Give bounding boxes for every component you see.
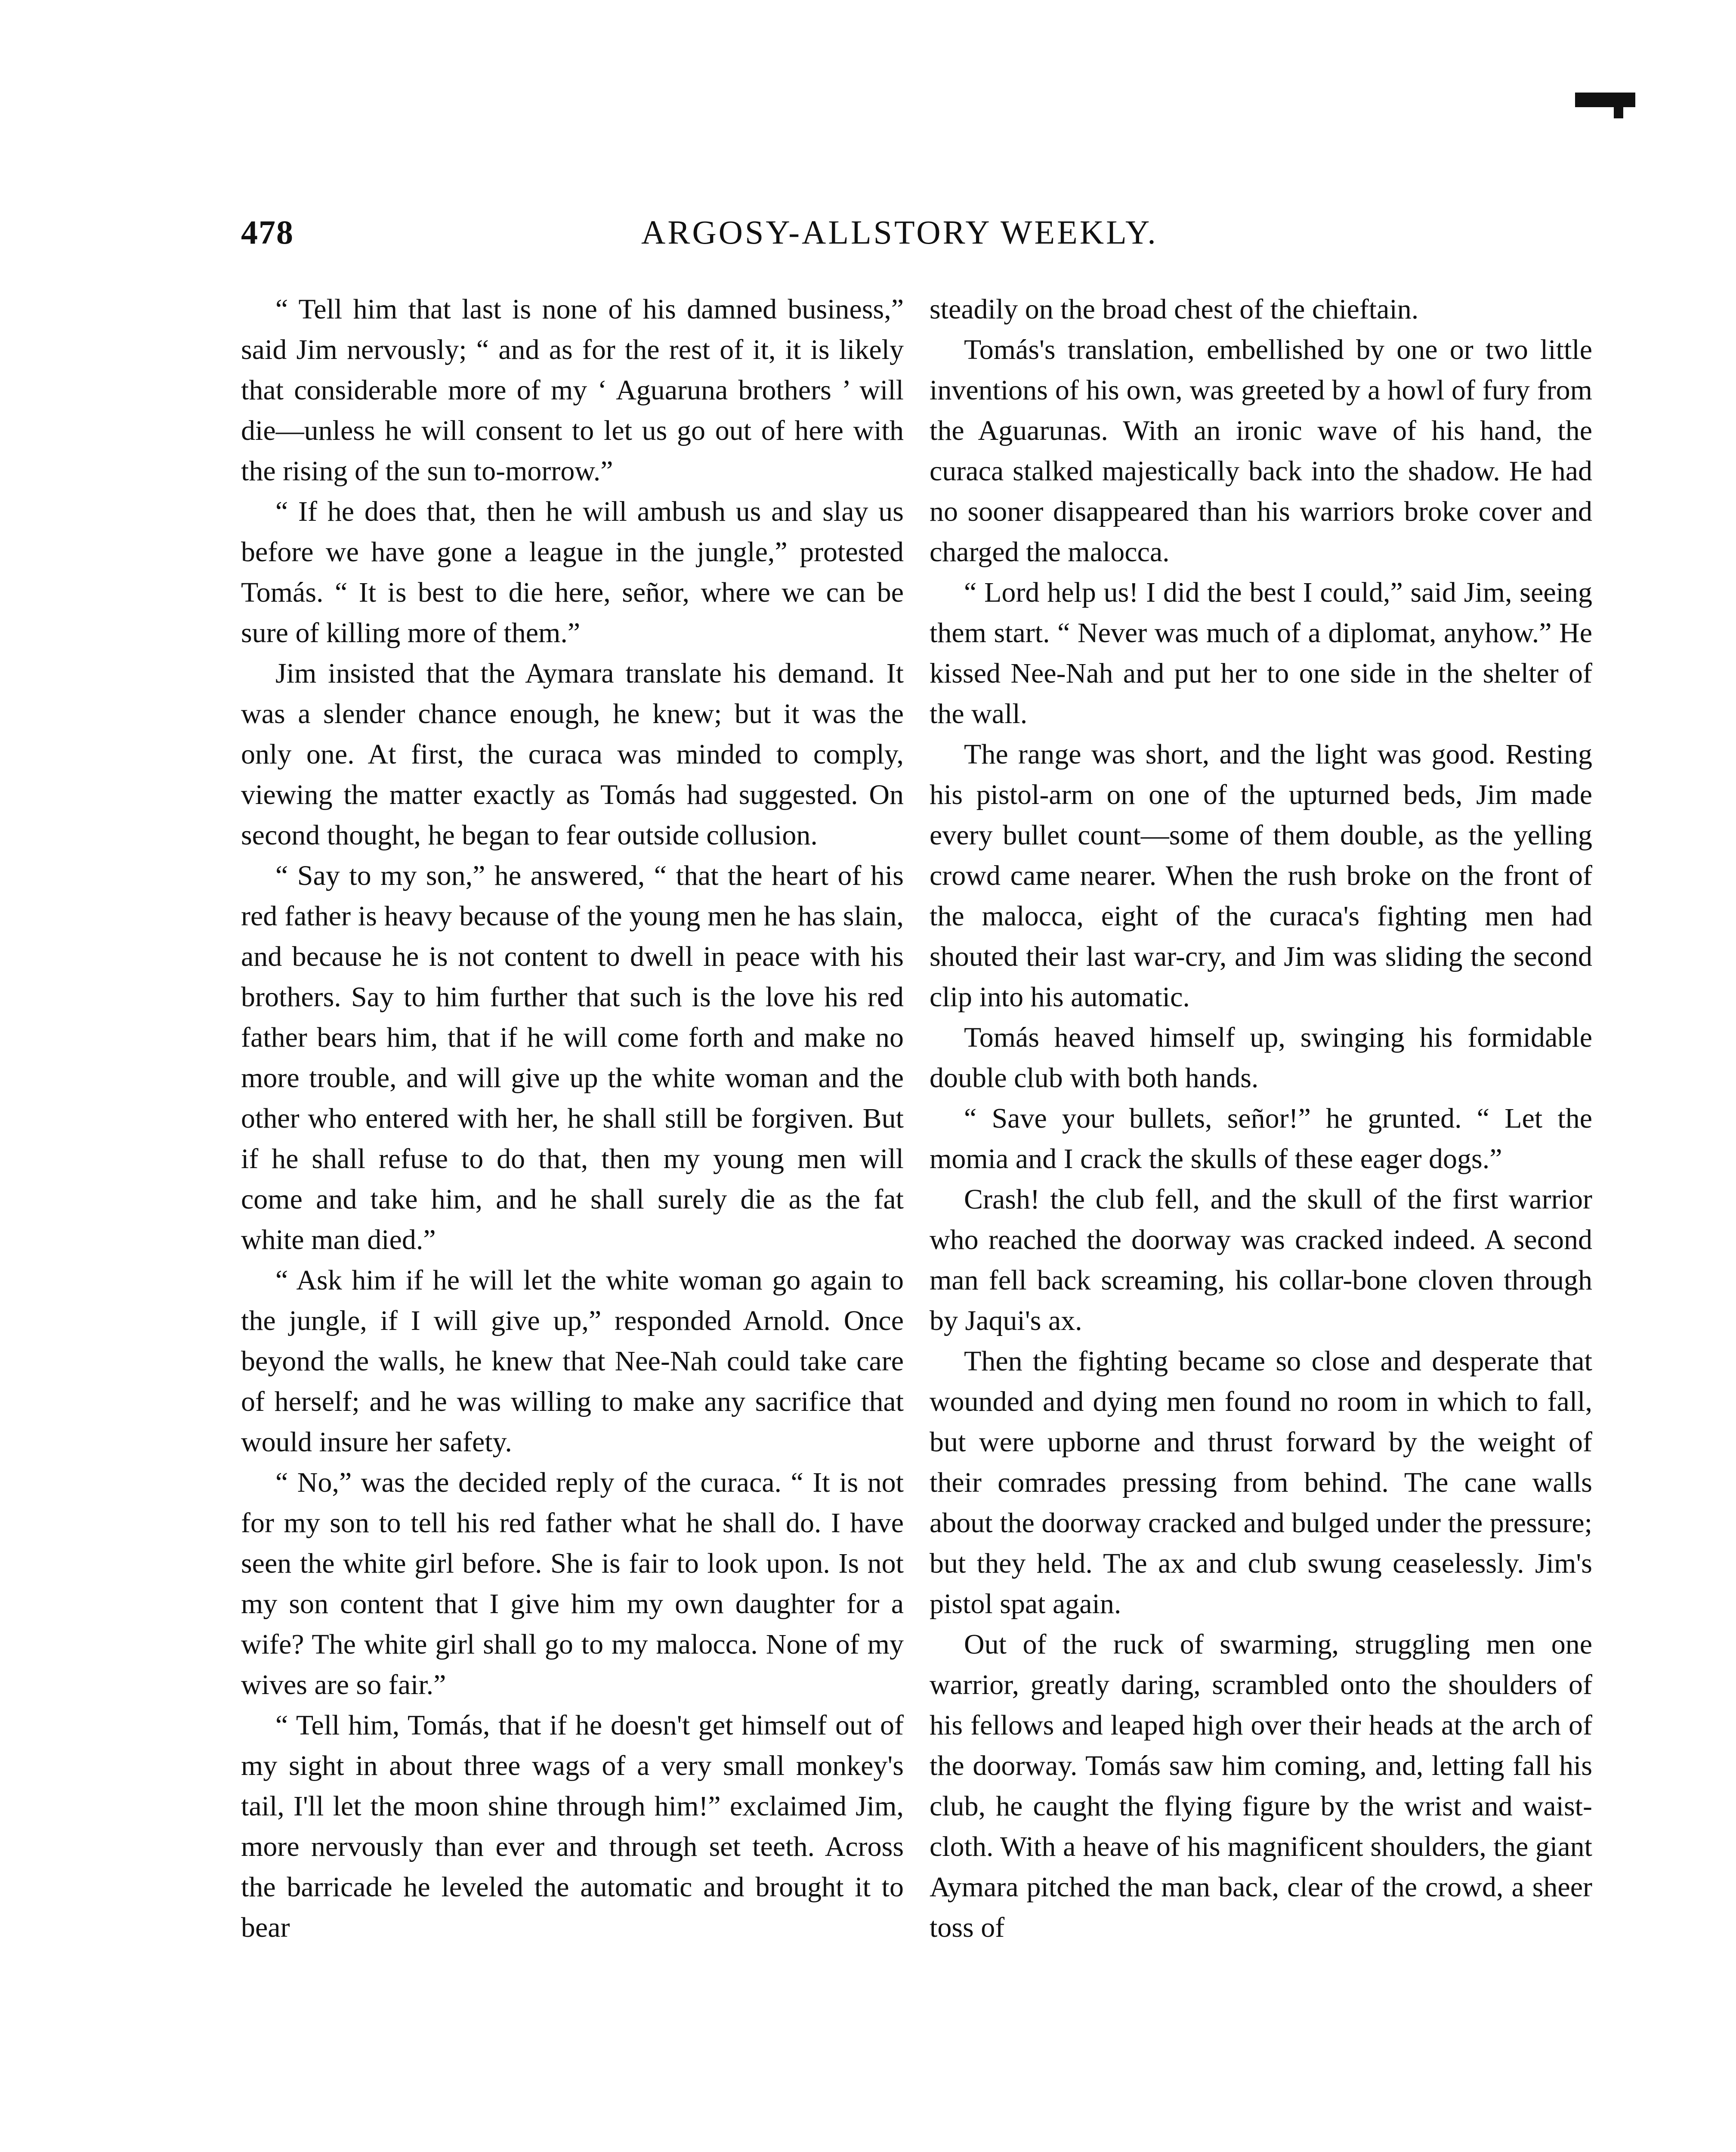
paragraph: Crash! the club fell, and the skull of the first warrior who reached the doorway was cracked indeed. A second man fell back screaming, his collar-bone cloven through by Jaqui's ax. [930, 1184, 1592, 1336]
page-number: 478 [241, 213, 294, 251]
paragraph: Tomás heaved himself up, swinging his formidable double club with both hands. [930, 1022, 1592, 1094]
paragraph: Tomás's translation, embellished by one or two little inventions of his own, was greeted by a howl of fury from the Aguarunas. With an ironic wave of his hand, the curaca stalked majestically back into the shadow. He had no sooner disappeared than his warriors broke cover and charged the malocca. [930, 334, 1592, 568]
left-column [241, 289, 904, 1948]
paragraph: “ Tell him that last is none of his damned business,” said Jim nervously; “ and as for the rest of it, it is likely that considerable more of my ‘ Aguaruna brothers ’ will die—unless he will consent to let us go out of here with the rising of the sun to-morrow.” [241, 294, 904, 487]
paragraph: Jim insisted that the Aymara translate his demand. It was a slender chance enough, he knew; but it was the only one. At first, the curaca was minded to comply, viewing the matter exactly as Tomás had suggested. On second thought, he began to fear outside collusion. [241, 658, 904, 851]
paragraph: “ No,” was the decided reply of the curaca. “ It is not for my son to tell his red father what he shall do. I have seen the white girl before. She is fair to look upon. Is not my son content that I give him my own daughter for a wife? The white girl shall go to my malocca. None of my wives are so fair.” [241, 1467, 904, 1701]
right-column [930, 289, 1592, 1948]
paragraph: “ Say to my son,” he answered, “ that the heart of his red father is heavy because of the young men he has slain, and because he is not content to dwell in peace with his brothers. Say to him further that such is the love his red father bears him, that if he will come forth and make no more trouble, and will give up the white woman and the other who entered with her, he shall still be forgiven. But if he shall refuse to do that, then my young men will come and take him, and he shall surely die as the fat white man died.” [241, 860, 904, 1255]
paragraph: “ Tell him, Tomás, that if he doesn't get himself out of my sight in about three wags of a very small monkey's tail, I'll let the moon shine through him!” exclaimed Jim, more nervously than ever and through set teeth. Across the barricade he leveled the automatic and brought it to bear [241, 1710, 904, 1943]
corner-ink-mark [1575, 93, 1635, 107]
paragraph: “ If he does that, then he will ambush us and slay us before we have gone a league in the jungle,” protested Tomás. “ It is best to die here, señor, where we can be sure of killing more of them.” [241, 496, 904, 649]
paragraph: “ Ask him if he will let the white woman go again to the jungle, if I will give up,” responded Arnold. Once beyond the walls, he knew that Nee-Nah could take care of herself; and he was willing to make any sacrifice that would insure her safety. [241, 1265, 904, 1458]
paragraph: “ Save your bullets, señor!” he grunted. “ Let the momia and I crack the skulls of these eager dogs.” [930, 1103, 1592, 1175]
paragraph: The range was short, and the light was good. Resting his pistol-arm on one of the upturned beds, Jim made every bullet count—some of them double, as the yelling crowd came nearer. When the rush broke on the front of the malocca, eight of the curaca's fighting men had shouted their last war-cry, and Jim was sliding the second clip into his automatic. [930, 739, 1592, 1013]
paragraph: Then the fighting became so close and desperate that wounded and dying men found no room in which to fall, but were upborne and thrust forward by the weight of their comrades pressing from behind. The cane walls about the doorway cracked and bulged under the pressure; but they held. The ax and club swung ceaselessly. Jim's pistol spat again. [930, 1345, 1592, 1620]
paragraph: “ Lord help us! I did the best I could,” said Jim, seeing them start. “ Never was much of a diplomat, anyhow.” He kissed Nee-Nah and put her to one side in the shelter of the wall. [930, 577, 1592, 730]
page-header [241, 213, 1592, 260]
paragraph: steadily on the broad chest of the chieftain. [930, 294, 1419, 325]
running-title: ARGOSY-ALLSTORY WEEKLY. [641, 213, 1158, 251]
paragraph: Out of the ruck of swarming, struggling men one warrior, greatly daring, scrambled onto the shoulders of his fellows and leaped high over their heads at the arch of the doorway. Tomás saw him coming, and, letting fall his club, he caught the flying figure by the wrist and waist-cloth. With a heave of his magnificent shoulders, the giant Aymara pitched the man back, clear of the crowd, a sheer toss of [930, 1629, 1592, 1943]
